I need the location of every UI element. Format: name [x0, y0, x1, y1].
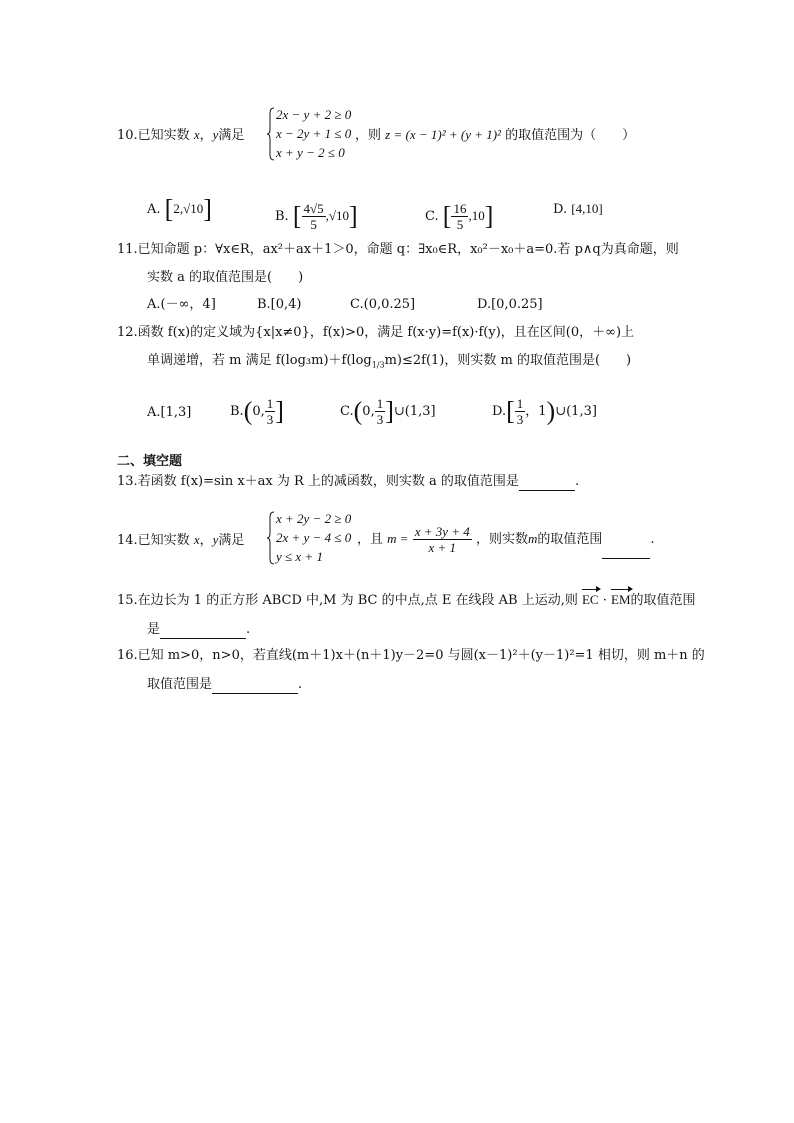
- q10-option-d: [553, 201, 603, 218]
- denominator: x + 1: [428, 540, 457, 555]
- fraction: [515, 396, 526, 427]
- constraint-3: x + y − 2 ≤ 0: [276, 145, 345, 160]
- left-paren-icon: (: [243, 396, 253, 426]
- numerator: 16: [453, 201, 467, 216]
- satisfy-text: 满足: [218, 128, 245, 143]
- right-paren-icon: ): [546, 396, 556, 426]
- option-label-c: C.: [340, 404, 354, 419]
- option-label-a: A.: [147, 202, 161, 217]
- q11-option-a: A.(－∞，4]: [147, 297, 216, 312]
- right-bracket-icon: ]: [275, 396, 284, 426]
- q11-option-d: D.[0,0.25]: [477, 297, 543, 312]
- q10-lead-text: 10.已知实数: [117, 128, 190, 143]
- q14-tail: ，则实数: [475, 532, 528, 547]
- vector-ec: EC: [581, 592, 599, 607]
- right-bracket-icon: ]: [484, 201, 494, 231]
- section-heading: 二、填空题: [117, 454, 183, 469]
- period: .: [246, 622, 251, 637]
- zero-text: 0,: [252, 404, 265, 419]
- q10-option-c: [425, 201, 493, 232]
- var-m: m: [527, 531, 538, 546]
- q15-line-2: [147, 622, 250, 639]
- q14-tail-2: 的取值范围: [537, 532, 603, 547]
- option-c-rest: ,10: [468, 208, 485, 223]
- q15-text: 15.在边长为 1 的正方形 ABCD 中,M 为 BC 的中点,点 E 在线段 AB 上运动,则: [117, 593, 578, 608]
- q14-lead: [117, 532, 244, 549]
- q15-tail: 的取值范围: [630, 593, 696, 608]
- union-tail: ∪(1,3]: [393, 404, 436, 419]
- option-label-d: D.: [492, 404, 507, 419]
- dot-operator: ·: [602, 593, 607, 608]
- q11-option-c: C.(0,0.25]: [350, 297, 416, 312]
- q11-line-2: 实数 a 的取值范围是( ): [147, 270, 304, 285]
- left-bracket-icon: [: [164, 194, 174, 224]
- numerator: 4√5: [303, 201, 324, 216]
- var-y: y: [212, 532, 219, 547]
- option-d-value: [4,10]: [571, 201, 603, 216]
- right-bracket-icon: ]: [349, 201, 358, 231]
- q12-line-2: [147, 353, 631, 374]
- period: .: [650, 532, 655, 547]
- left-bracket-icon: [: [442, 201, 452, 231]
- constraint-3: y ≤ x + 1: [276, 549, 323, 564]
- answer-blank[interactable]: [160, 622, 246, 639]
- q16-line-2-text: 取值范围是: [147, 677, 213, 692]
- q10-option-a: [147, 194, 212, 224]
- z-expression: z = (x − 1)² + (y + 1)²: [385, 127, 501, 142]
- union-tail: ∪(1,3]: [555, 404, 597, 419]
- option-label-c: C.: [425, 209, 439, 224]
- satisfy-text: 满足: [218, 533, 245, 548]
- log-base: 1/3: [371, 360, 385, 370]
- option-b-rest: ,√10: [325, 208, 350, 223]
- constraint-1: 2x − y + 2 ≥ 0: [276, 107, 352, 122]
- q10-tail: 的取值范围为（ ）: [505, 128, 636, 143]
- q12-line-2a: 单调递增，若 m 满足 f(log₃m)＋f(log: [147, 353, 372, 368]
- q15-line-1: [117, 592, 696, 609]
- left-bracket-icon: [: [506, 396, 515, 426]
- answer-blank[interactable]: [602, 522, 650, 559]
- q16-line-1: 16.已知 m>0，n>0，若直线(m＋1)x＋(n＋1)y－2=0 与圆(x－1)²＋(y－1)²=1 相切，则 m＋n 的: [117, 648, 705, 663]
- left-brace-icon: [266, 107, 276, 161]
- period: .: [298, 677, 303, 692]
- denominator: 5: [310, 217, 317, 232]
- left-paren-icon: (: [353, 396, 363, 426]
- option-label-b: B.: [275, 209, 289, 224]
- answer-blank[interactable]: [212, 677, 298, 694]
- q13-text: 13.若函数 f(x)=sin x＋ax 为 R 上的减函数，则实数 a 的取值范围是: [117, 474, 519, 489]
- right-bracket-icon: ]: [203, 194, 212, 224]
- q10-target: [355, 127, 635, 144]
- q12-option-c: [340, 396, 436, 427]
- denominator: 3: [376, 412, 384, 427]
- var-y: y: [212, 127, 219, 142]
- q12-line-1: 12.函数 f(x)的定义域为{x|x≠0}，f(x)>0，满足 f(x·y)=f(x)·f(y)，且在区间(0，＋∞)上: [117, 325, 635, 340]
- question-13: [117, 474, 579, 491]
- numerator: 1: [266, 396, 274, 411]
- q10-option-b: [275, 201, 358, 232]
- fraction: [413, 524, 472, 555]
- right-bracket-icon: ]: [385, 396, 394, 426]
- q11-option-b: B.[0,4): [257, 297, 302, 312]
- numerator: 1: [516, 396, 524, 411]
- q12-option-b: [230, 396, 284, 427]
- option-label-d: D.: [553, 202, 568, 217]
- comma: ，: [199, 533, 213, 548]
- q12-line-2b: m)≤2f(1)，则实数 m 的取值范围是( ): [384, 353, 632, 368]
- answer-blank[interactable]: [519, 474, 575, 491]
- q12-option-d: [492, 396, 597, 427]
- fraction: [375, 396, 386, 427]
- fraction: [451, 201, 468, 232]
- denominator: 3: [516, 412, 524, 427]
- numerator: 1: [376, 396, 384, 411]
- q10-constraint-system: [266, 107, 366, 163]
- constraint-2: 2x + y − 4 ≤ 0: [276, 530, 352, 545]
- q14-lead-text: 14.已知实数: [117, 533, 190, 548]
- fraction: [265, 396, 276, 427]
- q16-line-2: [147, 677, 302, 694]
- period: .: [574, 474, 580, 489]
- option-a-value: 2,√10: [173, 201, 204, 216]
- q14-constraint-system: [266, 511, 362, 567]
- fraction: [302, 201, 326, 232]
- q10-lead: [117, 127, 244, 144]
- constraint-1: x + 2y − 2 ≥ 0: [276, 511, 352, 526]
- constraint-2: x − 2y + 1 ≤ 0: [276, 126, 352, 141]
- denominator: 5: [456, 217, 464, 232]
- qie-text: ，且: [357, 532, 384, 547]
- q12-option-a: A.[1,3]: [147, 405, 192, 420]
- left-brace-icon: [266, 511, 276, 565]
- q11-line-1: 11.已知命题 p：∀x∈R，ax²＋ax＋1＞0，命题 q：∃x₀∈R，x₀²－x₀＋a=0.若 p∧q为真命题，则: [117, 242, 679, 257]
- denominator: 3: [266, 412, 274, 427]
- one-text: ，1: [525, 404, 547, 419]
- var-x: x: [193, 127, 200, 142]
- left-bracket-icon: [: [292, 201, 302, 231]
- comma: ，: [199, 128, 213, 143]
- zero-text: 0,: [362, 404, 375, 419]
- q14-target: [357, 521, 655, 559]
- numerator: x + 3y + 4: [414, 524, 470, 539]
- vector-em: EM: [611, 592, 631, 607]
- var-x: x: [193, 532, 200, 547]
- q15-line-2-text: 是: [147, 622, 161, 637]
- option-label-b: B.: [230, 404, 244, 419]
- m-equals: m =: [387, 531, 409, 546]
- then-text: ，则: [355, 128, 382, 143]
